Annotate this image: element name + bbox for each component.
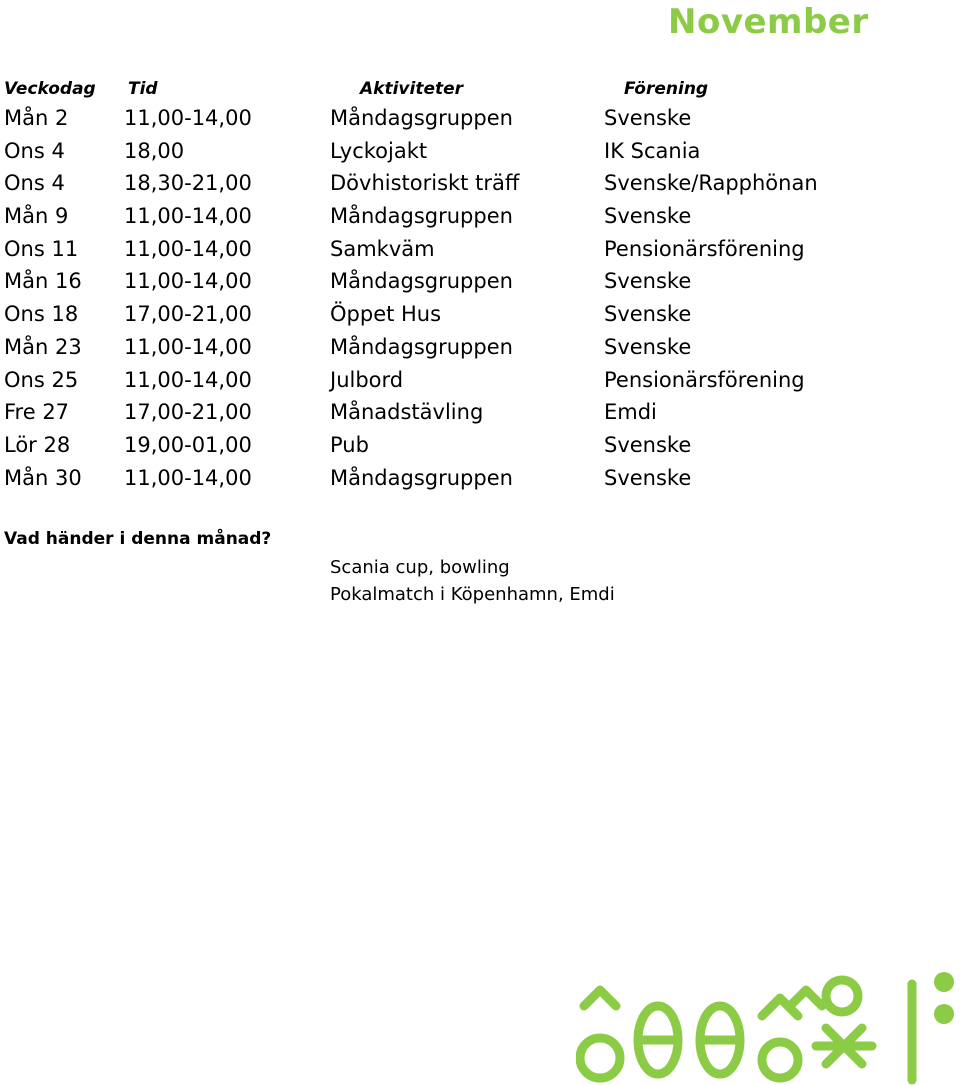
cell-day: Ons 18 — [4, 302, 79, 327]
cell-club: Pensionärsförening — [604, 367, 805, 392]
table-header — [0, 78, 960, 100]
cell-activity: Dövhistoriskt träff — [330, 171, 520, 196]
cell-day: Lör 28 — [4, 432, 71, 457]
table-row — [0, 135, 960, 168]
table-row — [0, 265, 960, 298]
event-item: Pokalmatch i Köpenhamn, Emdi — [330, 584, 615, 605]
column-header-club: Förening — [624, 79, 709, 99]
table-row — [0, 233, 960, 266]
cell-day: Ons 4 — [4, 171, 65, 196]
cell-time: 18,30-21,00 — [124, 171, 252, 196]
cell-club: Svenske — [604, 334, 692, 359]
column-header-time: Tid — [128, 79, 158, 99]
cell-activity: Öppet Hus — [330, 302, 442, 327]
page-title: November — [668, 2, 869, 42]
cell-time: 18,00 — [124, 138, 185, 163]
event-item: Scania cup, bowling — [330, 557, 510, 578]
cell-activity: Pub — [330, 432, 369, 457]
cell-time: 17,00-21,00 — [124, 302, 252, 327]
cell-time: 11,00-14,00 — [124, 106, 252, 130]
table-row — [0, 364, 960, 397]
cell-activity: Lyckojakt — [330, 138, 428, 163]
schedule-table — [0, 102, 960, 494]
table-row — [0, 396, 960, 429]
cell-day: Ons 25 — [4, 367, 79, 392]
cell-club: Pensionärsförening — [604, 236, 805, 261]
cell-activity: Måndagsgruppen — [330, 465, 513, 490]
cell-activity: Måndagsgruppen — [330, 334, 513, 359]
cell-activity: Måndagsgruppen — [330, 269, 513, 294]
cell-time: 17,00-21,00 — [124, 400, 252, 425]
cell-club: Svenske — [604, 302, 692, 327]
cell-club: Svenske/Rapphönan — [604, 171, 818, 196]
cell-time: 11,00-14,00 — [124, 236, 252, 261]
cell-time: 11,00-14,00 — [124, 334, 252, 359]
cell-day: Fre 27 — [4, 400, 70, 425]
cell-activity: Månadstävling — [330, 400, 484, 425]
column-header-day: Veckodag — [4, 79, 96, 99]
cell-activity: Julbord — [330, 367, 404, 392]
cell-activity: Måndagsgruppen — [330, 106, 513, 130]
cell-time: 11,00-14,00 — [124, 465, 252, 490]
cell-club: Svenske — [604, 432, 692, 457]
cell-time: 11,00-14,00 — [124, 269, 252, 294]
cell-activity: Måndagsgruppen — [330, 204, 513, 229]
cell-day: Mån 30 — [4, 465, 82, 490]
cell-club: Svenske — [604, 204, 692, 229]
cell-time: 19,00-01,00 — [124, 432, 252, 457]
sign-language-logo-icon — [576, 968, 960, 1085]
cell-club: Svenske — [604, 465, 692, 490]
cell-club: Svenske — [604, 269, 692, 294]
table-row — [0, 102, 960, 135]
cell-club: IK Scania — [604, 138, 701, 163]
table-row — [0, 331, 960, 364]
cell-club: Emdi — [604, 400, 657, 425]
column-header-activity: Aktiviteter — [360, 79, 464, 99]
cell-day: Mån 2 — [4, 106, 69, 130]
table-row — [0, 429, 960, 462]
table-row — [0, 462, 960, 495]
cell-time: 11,00-14,00 — [124, 204, 252, 229]
table-row — [0, 200, 960, 233]
cell-day: Mån 23 — [4, 334, 82, 359]
section-heading: Vad händer i denna månad? — [4, 529, 272, 549]
cell-day: Mån 9 — [4, 204, 69, 229]
cell-time: 11,00-14,00 — [124, 367, 252, 392]
cell-day: Mån 16 — [4, 269, 82, 294]
cell-day: Ons 11 — [4, 236, 79, 261]
cell-club: Svenske — [604, 106, 692, 130]
table-row — [0, 167, 960, 200]
cell-activity: Samkväm — [330, 236, 435, 261]
cell-day: Ons 4 — [4, 138, 65, 163]
events-list — [330, 554, 615, 608]
table-row — [0, 298, 960, 331]
